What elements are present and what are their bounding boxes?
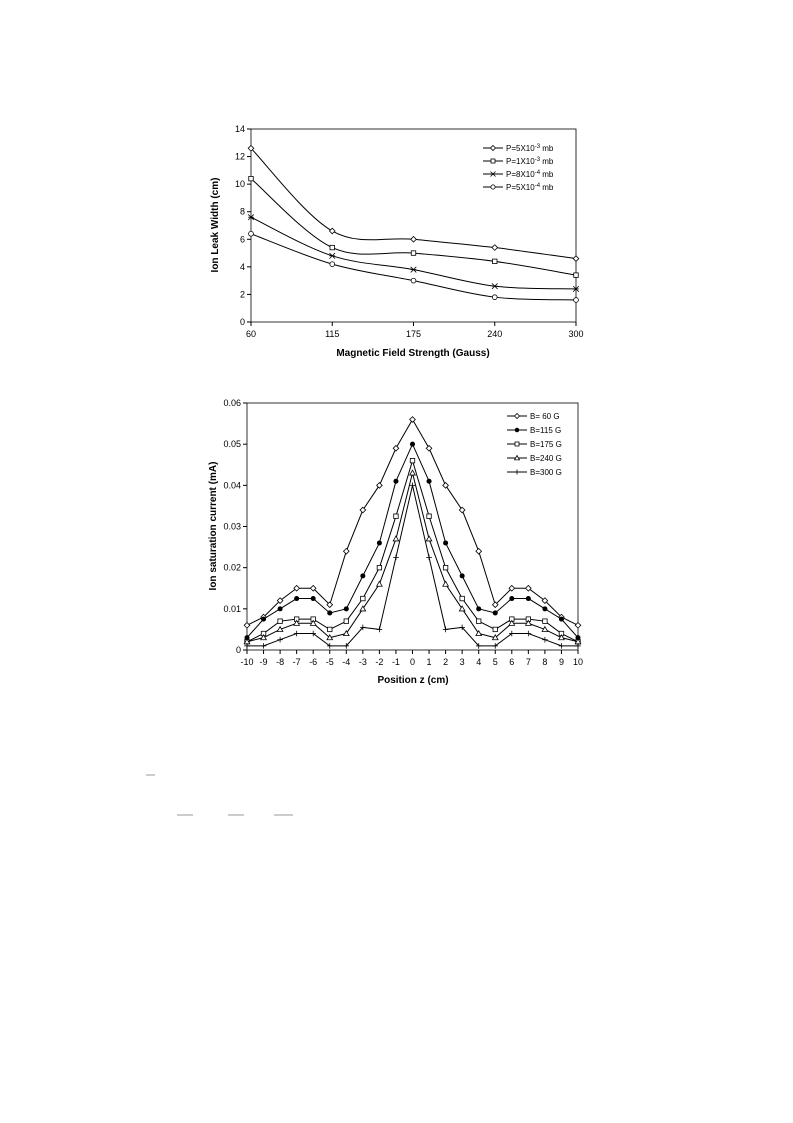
data-point-square (427, 514, 431, 518)
y-tick-label: 0 (239, 317, 245, 327)
data-point-square (443, 565, 447, 569)
data-point-filled-circle (460, 573, 465, 578)
x-tick-label: 3 (459, 657, 465, 667)
legend-label: B=115 G (530, 426, 562, 435)
data-point-asterisk (329, 253, 335, 259)
data-point-diamond (329, 228, 335, 234)
data-point-filled-circle (427, 479, 432, 484)
data-point-circle (492, 295, 497, 300)
legend-item (507, 454, 562, 463)
data-point-diamond (573, 256, 579, 262)
data-point-diamond (344, 548, 350, 554)
data-point-filled-circle (443, 540, 448, 545)
legend (483, 144, 554, 192)
y-axis-title: Ion saturation current (mA) (208, 461, 219, 591)
x-axis-title: Position z (cm) (377, 675, 449, 686)
data-point-filled-circle (476, 606, 481, 611)
x-tick-label: -8 (276, 657, 285, 667)
legend-item (483, 157, 554, 166)
data-point-filled-circle (542, 606, 547, 611)
x-tick-label: 4 (476, 657, 482, 667)
data-point-square (460, 596, 464, 600)
data-point-plus (526, 631, 532, 637)
legend-label: $P=5X10^{-4}$ mb (506, 183, 554, 192)
series-line-1 (247, 419, 578, 625)
y-tick-label: 0.03 (223, 521, 241, 532)
data-point-square (574, 273, 578, 277)
legend-marker (491, 185, 495, 189)
y-tick-label: 12 (234, 151, 245, 162)
legend-item (483, 170, 554, 179)
data-point-diamond (426, 445, 432, 451)
legend-marker (515, 470, 520, 475)
x-tick-label: 115 (325, 329, 340, 339)
data-point-filled-circle (261, 617, 266, 622)
data-point-plus (294, 631, 300, 637)
x-tick-label: -1 (391, 657, 400, 667)
data-point-plus (261, 643, 267, 649)
data-point-square (361, 596, 365, 600)
legend-marker (515, 428, 520, 433)
y-tick-label: 0.01 (223, 603, 241, 614)
y-tick-label: 4 (239, 261, 245, 272)
y-tick-label: 14 (234, 124, 245, 134)
x-tick-label: -2 (375, 657, 384, 667)
plot-frame (247, 403, 578, 650)
data-point-diamond (360, 507, 366, 513)
x-tick-label: 5 (492, 657, 498, 667)
data-point-square (328, 627, 332, 631)
data-point-plus (277, 637, 283, 643)
data-point-diamond (575, 623, 581, 629)
legend-label: $P=1X10^{-3}$ mb (506, 157, 554, 166)
data-point-filled-circle (360, 573, 365, 578)
data-point-square (330, 245, 334, 249)
legend-item (483, 183, 554, 192)
data-point-square (249, 176, 253, 180)
data-point-filled-circle (278, 606, 283, 611)
ion-leak-width-chart (210, 124, 584, 359)
data-point-diamond (393, 445, 399, 451)
data-point-square (278, 619, 282, 623)
y-tick-label: 10 (234, 179, 245, 190)
data-point-plus (377, 627, 383, 633)
data-point-square (344, 619, 348, 623)
x-tick-label: -9 (259, 657, 268, 667)
data-point-square (543, 619, 547, 623)
legend-item (507, 412, 560, 421)
data-point-plus (426, 555, 432, 561)
x-tick-label: 2 (443, 657, 449, 667)
data-point-diamond (411, 236, 417, 242)
x-tick-label: 8 (542, 657, 548, 667)
y-tick-label: 6 (239, 234, 245, 245)
legend-marker (491, 172, 496, 177)
data-point-asterisk (411, 267, 417, 273)
y-tick-label: 0.04 (223, 480, 241, 491)
data-point-diamond (443, 483, 449, 489)
legend-item (483, 144, 554, 153)
data-point-plus (393, 555, 399, 561)
x-tick-label: -10 (240, 657, 254, 667)
y-tick-label: 8 (239, 206, 245, 217)
data-point-filled-circle (559, 617, 564, 622)
data-point-filled-circle (393, 479, 398, 484)
legend-item (507, 468, 562, 477)
x-tick-label: -5 (325, 657, 334, 667)
legend-label: B=300 G (530, 468, 562, 477)
x-tick-label: 240 (487, 329, 503, 339)
series-line-2 (251, 179, 576, 276)
data-point-triangle (377, 581, 383, 586)
legend-marker (515, 442, 519, 446)
x-tick-label: 6 (509, 657, 515, 667)
data-point-circle (249, 231, 254, 236)
legend-label: B=175 G (530, 440, 562, 449)
data-point-asterisk (492, 283, 498, 289)
data-point-square (410, 458, 414, 462)
data-point-square (394, 514, 398, 518)
y-tick-label: 2 (239, 289, 245, 300)
data-point-filled-circle (344, 606, 349, 611)
data-point-square (493, 627, 497, 631)
y-tick-label: 0.02 (223, 562, 241, 573)
legend (507, 412, 562, 477)
x-tick-label: 1 (426, 657, 432, 667)
data-point-triangle (426, 536, 432, 541)
x-axis-title: Magnetic Field Strength (Gauss) (336, 348, 490, 359)
legend-marker (491, 159, 495, 163)
data-point-filled-circle (526, 596, 531, 601)
x-tick-label: -4 (342, 657, 351, 667)
x-tick-label: 300 (568, 329, 584, 339)
data-point-filled-circle (294, 596, 299, 601)
ion-saturation-current-chart (208, 398, 583, 686)
data-point-square (493, 259, 497, 263)
data-point-square (377, 565, 381, 569)
data-point-plus (443, 627, 449, 633)
data-point-filled-circle (311, 596, 316, 601)
data-point-plus (410, 483, 416, 489)
data-point-triangle (393, 536, 399, 541)
data-point-circle (411, 278, 416, 283)
x-tick-label: 10 (572, 657, 584, 667)
legend-marker (491, 146, 496, 151)
data-point-square (411, 251, 415, 255)
data-point-circle (574, 298, 579, 303)
x-tick-label: 0 (409, 657, 416, 667)
data-point-diamond (377, 483, 383, 489)
data-point-filled-circle (509, 596, 514, 601)
data-point-diamond (410, 417, 416, 423)
legend-label: B= 60 G (530, 412, 560, 421)
data-point-filled-circle (327, 610, 332, 615)
x-tick-label: -3 (358, 657, 367, 667)
scan-artifacts (146, 775, 293, 815)
legend-label: $P=5X10^{-3}$ mb (506, 144, 554, 153)
x-tick-label: -7 (292, 657, 301, 667)
x-tick-label: 7 (525, 657, 531, 667)
y-axis-title: Ion Leak Width (cm) (210, 177, 221, 273)
data-point-triangle (410, 470, 416, 475)
data-point-diamond (459, 507, 465, 513)
data-point-square (476, 619, 480, 623)
y-tick-label: 0 (235, 645, 241, 655)
data-point-filled-circle (493, 610, 498, 615)
y-tick-label: 0.05 (223, 439, 241, 450)
legend-marker (515, 414, 520, 419)
x-tick-label: 9 (558, 657, 564, 667)
data-point-circle (330, 262, 335, 267)
legend-item (507, 426, 561, 435)
data-point-filled-circle (410, 442, 415, 447)
legend-label: $P=8X10^{-4}$ mb (506, 170, 554, 179)
y-tick-label: 0.06 (223, 398, 241, 408)
data-point-diamond (476, 548, 482, 554)
data-point-plus (559, 643, 565, 649)
legend-item (507, 440, 562, 449)
legend-label: B=240 G (530, 454, 562, 463)
data-point-diamond (492, 245, 498, 251)
x-tick-label: -6 (309, 657, 318, 667)
data-point-plus (542, 637, 548, 643)
x-tick-label: 175 (405, 329, 422, 339)
data-point-diamond (244, 623, 250, 629)
series-line-4 (247, 473, 578, 642)
data-point-filled-circle (377, 540, 382, 545)
data-point-triangle (443, 581, 449, 586)
x-tick-label: 60 (245, 329, 257, 339)
